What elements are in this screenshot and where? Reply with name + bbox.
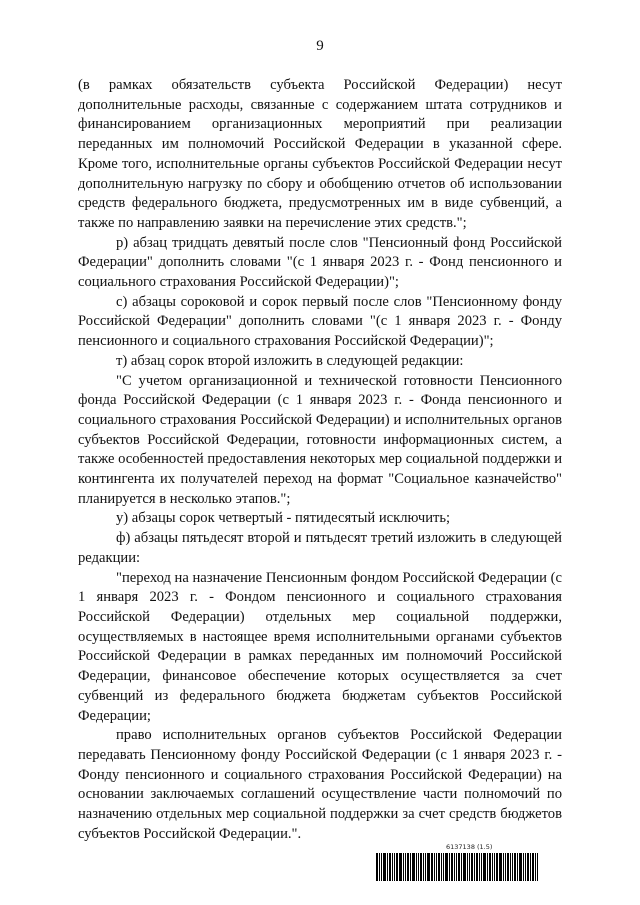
barcode-bar — [454, 853, 455, 881]
barcode-bar — [525, 853, 526, 881]
barcode-bar — [420, 853, 422, 881]
barcode-bar — [403, 853, 404, 881]
barcode-bar — [463, 853, 466, 881]
barcode-bar — [376, 853, 378, 881]
barcode-bar — [396, 853, 398, 881]
barcode-bar — [379, 853, 380, 881]
barcode-bar — [507, 853, 509, 881]
barcode-bar — [441, 853, 442, 881]
barcode-bar — [458, 853, 460, 881]
barcode-bar — [412, 853, 415, 881]
paragraph: т) абзац сорок второй изложить в следующей редакции: — [116, 352, 464, 369]
barcode-bar — [483, 853, 486, 881]
barcode-bar — [489, 853, 491, 881]
barcode-bar — [523, 853, 524, 881]
barcode-bar — [527, 853, 529, 881]
barcode-bar — [383, 853, 386, 881]
paragraph: р) абзац тридцать девятый после слов "Пенсионный фонд Российской Федерации" дополнить словами "(с 1 января 2023 г. - Фонд пенсионного и социального страхования Российской Федерации)"; — [78, 234, 562, 291]
barcode-bar — [392, 853, 393, 881]
barcode-bar — [381, 853, 382, 881]
barcode-bar — [416, 853, 417, 881]
paragraph: право исполнительных органов субъектов Российской Федерации передавать Пенсионному фонду Российской Федерации (с 1 января 2023 г. - Фонду пенсионного и социального страхования Российской Федерации) на основании заключаемых соглашений осуществление части полномочий по назначению отдельных мер социальной поддержки за счет средств бюджетов субъектов Российской Федерации.". — [78, 727, 562, 842]
paragraph: с) абзацы сороковой и сорок первый после слов "Пенсионному фонду Российской Федерации" дополнить словами "(с 1 января 2023 г. - Фонду пенсионного и социального страхования Российской Федерации)"; — [78, 293, 562, 350]
barcode-bar — [530, 853, 531, 881]
barcode-bar — [387, 853, 388, 881]
document-body — [78, 76, 562, 844]
paragraph: (в рамках обязательств субъекта Российской Федерации) несут дополнительные расходы, связанные с содержанием штата сотрудников и финансированием организационных мероприятий при реализации переданных им полномочий Российской Федерации в указанной сфере. Кроме того, исполнительные органы субъектов Российской Федерации несут дополнительную нагрузку по сбору и обобщению отчетов об использовании средств федерального бюджета, предусмотренных им в виде субвенций, а также по направлению заявки на перечисление этих средств."; — [78, 77, 562, 231]
barcode-bar — [517, 853, 518, 881]
barcode-bar — [494, 853, 495, 881]
barcode-bar — [476, 853, 478, 881]
barcode-bar — [512, 853, 513, 881]
barcode-bar — [537, 853, 538, 881]
barcode-bar — [451, 853, 453, 881]
barcode-bar — [467, 853, 468, 881]
barcode-bar — [427, 853, 430, 881]
barcode-bar — [389, 853, 391, 881]
barcode-bar — [445, 853, 448, 881]
barcode-bar — [481, 853, 482, 881]
barcode-bar — [514, 853, 516, 881]
barcode-bar — [519, 853, 522, 881]
barcode-bar — [438, 853, 440, 881]
barcode-bar — [487, 853, 488, 881]
paragraph: "С учетом организационной и технической готовности Пенсионного фонда Российской Федерации (с 1 января 2023 г. - Фонда пенсионного и социального страхования Российской Федерации) и исполнительных органов субъектов Российской Федерации, готовности информационных систем, а также особенностей предоставления некоторых мер социальной поддержки и контингента их получателей переход на формат "Социальное казначейство" планируется в несколько этапов."; — [78, 372, 562, 507]
paragraph: "переход на назначение Пенсионным фондом Российской Федерации (с 1 января 2023 г. - Фондом пенсионного и социального страхования Российской Федерации) отдельных мер социальной поддержки, осуществляемых в настоящее время исполнительными органами субъектов Российской Федерации в рамках переданных им полномочий Российской Федерации, финансовое обеспечение которых осуществляется за счет субвенций из федерального бюджета бюджетам субъектов Российской Федерации; — [78, 569, 562, 724]
barcode-bar — [423, 853, 424, 881]
barcode-bar — [405, 853, 406, 881]
barcode-bar — [418, 853, 419, 881]
barcode-bar — [425, 853, 426, 881]
barcode-bar — [394, 853, 395, 881]
paragraph: ф) абзацы пятьдесят второй и пятьдесят третий изложить в следующей редакции: — [78, 530, 562, 566]
barcode-bar — [532, 853, 534, 881]
barcode-bar — [456, 853, 457, 881]
document-code: 6137138 (1.5) — [446, 843, 493, 851]
barcode-bar — [449, 853, 450, 881]
barcode-bar — [471, 853, 473, 881]
barcode-bar — [461, 853, 462, 881]
paragraph: у) абзацы сорок четвертый - пятидесятый исключить; — [116, 510, 451, 527]
barcode-bar — [479, 853, 480, 881]
barcode-bar — [431, 853, 433, 881]
barcode-bar — [399, 853, 402, 881]
barcode-bar — [407, 853, 409, 881]
barcode-bar — [503, 853, 504, 881]
barcode-bar — [436, 853, 437, 881]
barcode-bar — [443, 853, 444, 881]
barcode-bar — [505, 853, 506, 881]
barcode-bar — [410, 853, 411, 881]
barcode-bar — [510, 853, 511, 881]
barcode-bar — [535, 853, 536, 881]
barcode-bar — [499, 853, 502, 881]
barcode — [376, 853, 562, 881]
barcode-bar — [492, 853, 493, 881]
barcode-bar — [434, 853, 435, 881]
barcode-bar — [469, 853, 470, 881]
page-number: 9 — [316, 38, 324, 54]
barcode-bar — [496, 853, 498, 881]
barcode-bar — [474, 853, 475, 881]
